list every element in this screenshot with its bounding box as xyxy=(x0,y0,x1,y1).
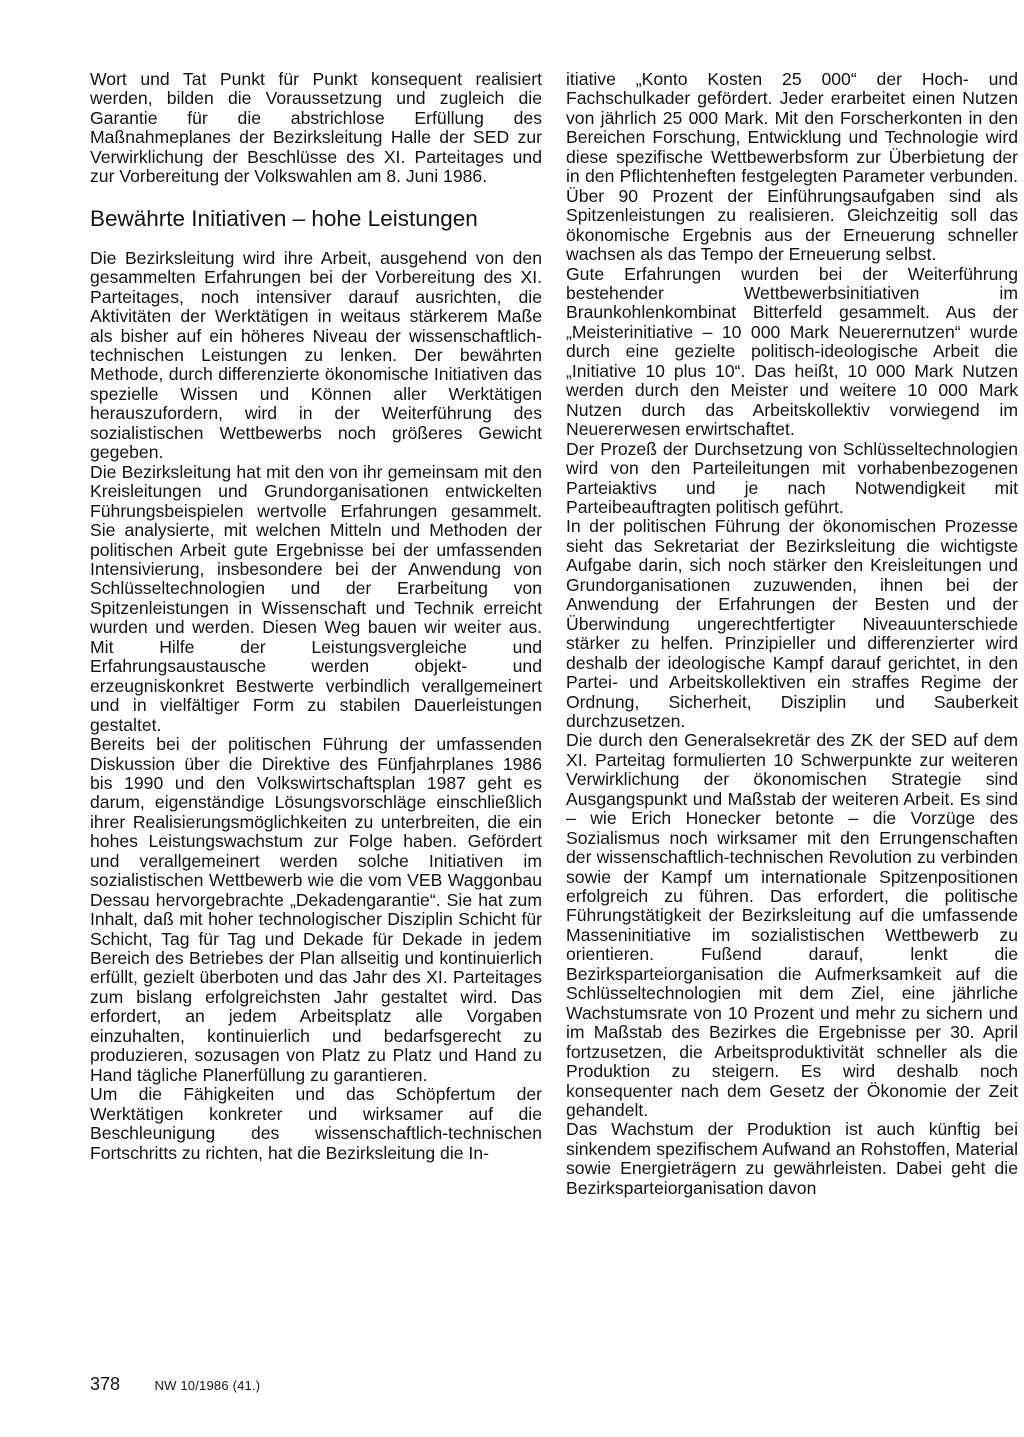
paragraph: itiative „Konto Kosten 25 000“ der Hoch- und Fachschulkader gefördert. Jeder erarbeitet einen Nutzen von jährlich 25 000 Mark. Mit den Forscherkonten in den Bereichen Forschung, Entwicklung und Technologie wird diese spezifische Wettbewerbsform zur Überbietung der in den Pflichtenheften festgelegten Parameter verbunden. Über 90 Prozent der Einführungsaufgaben sind als Spitzenleistungen zu realisieren. Gleichzeitig soll das ökonomische Ergebnis aus der Erneuerung schneller wachsen als das Tempo der Erneuerung selbst. xyxy=(566,69,1018,265)
page-number: 378 xyxy=(90,1374,121,1394)
paragraph: Die Bezirksleitung wird ihre Arbeit, ausgehend von den gesammelten Erfahrungen bei der Vorbereitung des XI. Parteitages, noch intensiver darauf ausrichten, die Aktivitäten der Werktätigen in weitaus stärkerem Maße als bisher auf ein höheres Niveau der wissenschaftlich-technischen Leistungen zu lenken. Der bewährten Methode, durch differenzierte ökonomische Initiativen das spezielle Wissen und Können aller Werktätigen herauszufordern, wird in der Weiterführung des sozialistischen Wettbewerbs noch größeres Gewicht gegeben. xyxy=(90,247,542,463)
paragraph: In der politischen Führung der ökonomischen Prozesse sieht das Sekretariat der Bezirksleitung die wichtigste Aufgabe darin, sich noch stärker den Kreisleitungen und Grundorganisationen zuzuwenden, ihnen bei der Anwendung der Erfahrungen der Besten und der Überwindung ungerechtfertigter Niveauunterschiede stärker zu helfen. Prinzipieller und differenzierter wird deshalb der ideologische Kampf darauf gerichtet, in den Partei- und Arbeitskollektiven ein straffes Regime der Ordnung, Sicherheit, Disziplin und Sauberkeit durchzusetzen. xyxy=(566,516,1018,731)
left-column xyxy=(90,70,542,1163)
paragraph: Bereits bei der politischen Führung der umfassenden Diskussion über die Direktive des Fünfjahrplanes 1986 bis 1990 und den Volkswirtschaftsplan 1987 geht es darum, eigenständige Lösungsvorschläge einschließlich ihrer Realisierungsmöglichkeiten zu unterbreiten, die ein hohes Leistungswachstum zur Folge haben. Gefördert und verallgemeinert werden solche Initiativen im sozialistischen Wettbewerb wie die vom VEB Waggonbau Dessau hervorgebrachte „Dekadengarantie“. Sie hat zum Inhalt, daß mit hoher technologischer Disziplin Schicht für Schicht, Tag für Tag und Dekade für Dekade in jedem Bereich des Betriebes der Plan allseitig und kontinuierlich erfüllt, gezielt überboten und das Jahr des XI. Parteitages zum bislang erfolgreichsten Jahr gestaltet wird. Das erfordert, an jedem Arbeitsplatz alle Vorgaben einzuhalten, kontinuierlich und bedarfsgerecht zu produzieren, sozusagen von Platz zu Platz und Hand zu Hand tägliche Planerfüllung zu garantieren. xyxy=(90,734,542,1085)
paragraph: Gute Erfahrungen wurden bei der Weiterführung bestehender Wettbewerbsinitiativen im Braunkohlenkombinat Bitterfeld gesammelt. Aus der „Meisterinitiative – 10 000 Mark Neuerernutzen“ wurde durch eine gezielte politisch-ideologische Arbeit die „Initiative 10 plus 10“. Das heißt, 10 000 Mark Nutzen werden durch den Meister und weitere 10 000 Mark Nutzen durch das Arbeitskollektiv vorwiegend im Neuererwesen erwirtschaftet. xyxy=(566,263,1018,440)
right-column xyxy=(566,70,1018,1198)
paragraph: Die Bezirksleitung hat mit den von ihr gemeinsam mit den Kreisleitungen und Grundorganisationen entwickelten Führungsbeispielen wertvolle Erfahrungen gesammelt. Sie analysierte, mit welchen Mitteln und Methoden der politischen Arbeit gute Ergebnisse bei der umfassenden Intensivierung, insbesondere bei der Anwendung von Schlüsseltechnologien und der Erarbeitung von Spitzenleistungen in Wissenschaft und Technik erreicht wurden und werden. Diesen Weg bauen wir weiter aus. Mit Hilfe der Leistungsvergleiche und Erfahrungsaustausche werden objekt- und erzeugniskonkret Bestwerte verbindlich verallgemeinert und in vielfältiger Form zu stabilen Dauerleistungen gestaltet. xyxy=(90,461,542,735)
paragraph: Der Prozeß der Durchsetzung von Schlüsseltechnologien wird von den Parteileitungen mit vorhabenbezogenen Parteiaktivs und je nach Notwendigkeit mit Parteibeauftragten politisch geführt. xyxy=(566,438,1018,517)
paragraph: Das Wachstum der Produktion ist auch künftig bei sinkendem spezifischem Aufwand an Rohstoffen, Material sowie Energieträgern zu gewährleisten. Dabei geht die Bezirksparteiorganisation davon xyxy=(566,1119,1018,1198)
paragraph-intro: Wort und Tat Punkt für Punkt konsequent realisiert werden, bilden die Voraussetzung und zugleich die Garantie für die abstrichlose Erfüllung des Maßnahmeplanes der Bezirksleitung Halle der SED zur Verwirklichung der Beschlüsse des XI. Parteitages und zur Vorbereitung der Volkswahlen am 8. Juni 1986. xyxy=(90,69,542,187)
page-footer xyxy=(90,1374,260,1396)
paragraph: Um die Fähigkeiten und das Schöpfertum der Werktätigen konkreter und wirksamer auf die Beschleunigung des wissenschaftlich-technischen Fortschritts zu richten, hat die Bezirksleitung die In- xyxy=(90,1084,542,1163)
issue-reference: NW 10/1986 (41.) xyxy=(154,1378,261,1393)
paragraph: Die durch den Generalsekretär des ZK der SED auf dem XI. Parteitag formulierten 10 Schwerpunkte zur weiteren Verwirklichung der ökonomischen Strategie sind Ausgangspunkt und Maßstab der weiteren Arbeit. Es sind – wie Erich Honecker betonte – die Vorzüge des Sozialismus noch wirksamer mit den Errungenschaften der wissenschaftlich-technischen Revolution zu verbinden sowie der Kampf um internationale Spitzenpositionen erfolgreich zu führen. Das erfordert, die politische Führungstätigkeit der Bezirksleitung auf die umfassende Masseninitiative im sozialistischen Wettbewerb zu orientieren. Fußend darauf, lenkt die Bezirksparteiorganisation die Aufmerksamkeit auf die Schlüsseltechnologien mit dem Ziel, eine jährliche Wachstumsrate von 10 Prozent und mehr zu sichern und im Maßstab des Bezirkes die Ergebnisse per 30. April fortzusetzen, die Arbeitsproduktivität schneller als die Produktion zu steigern. Es wird deshalb noch konsequenter nach dem Gesetz der Ökonomie der Zeit gehandelt. xyxy=(566,730,1018,1121)
section-heading: Bewährte Initiativen – hohe Leistungen xyxy=(90,205,478,231)
